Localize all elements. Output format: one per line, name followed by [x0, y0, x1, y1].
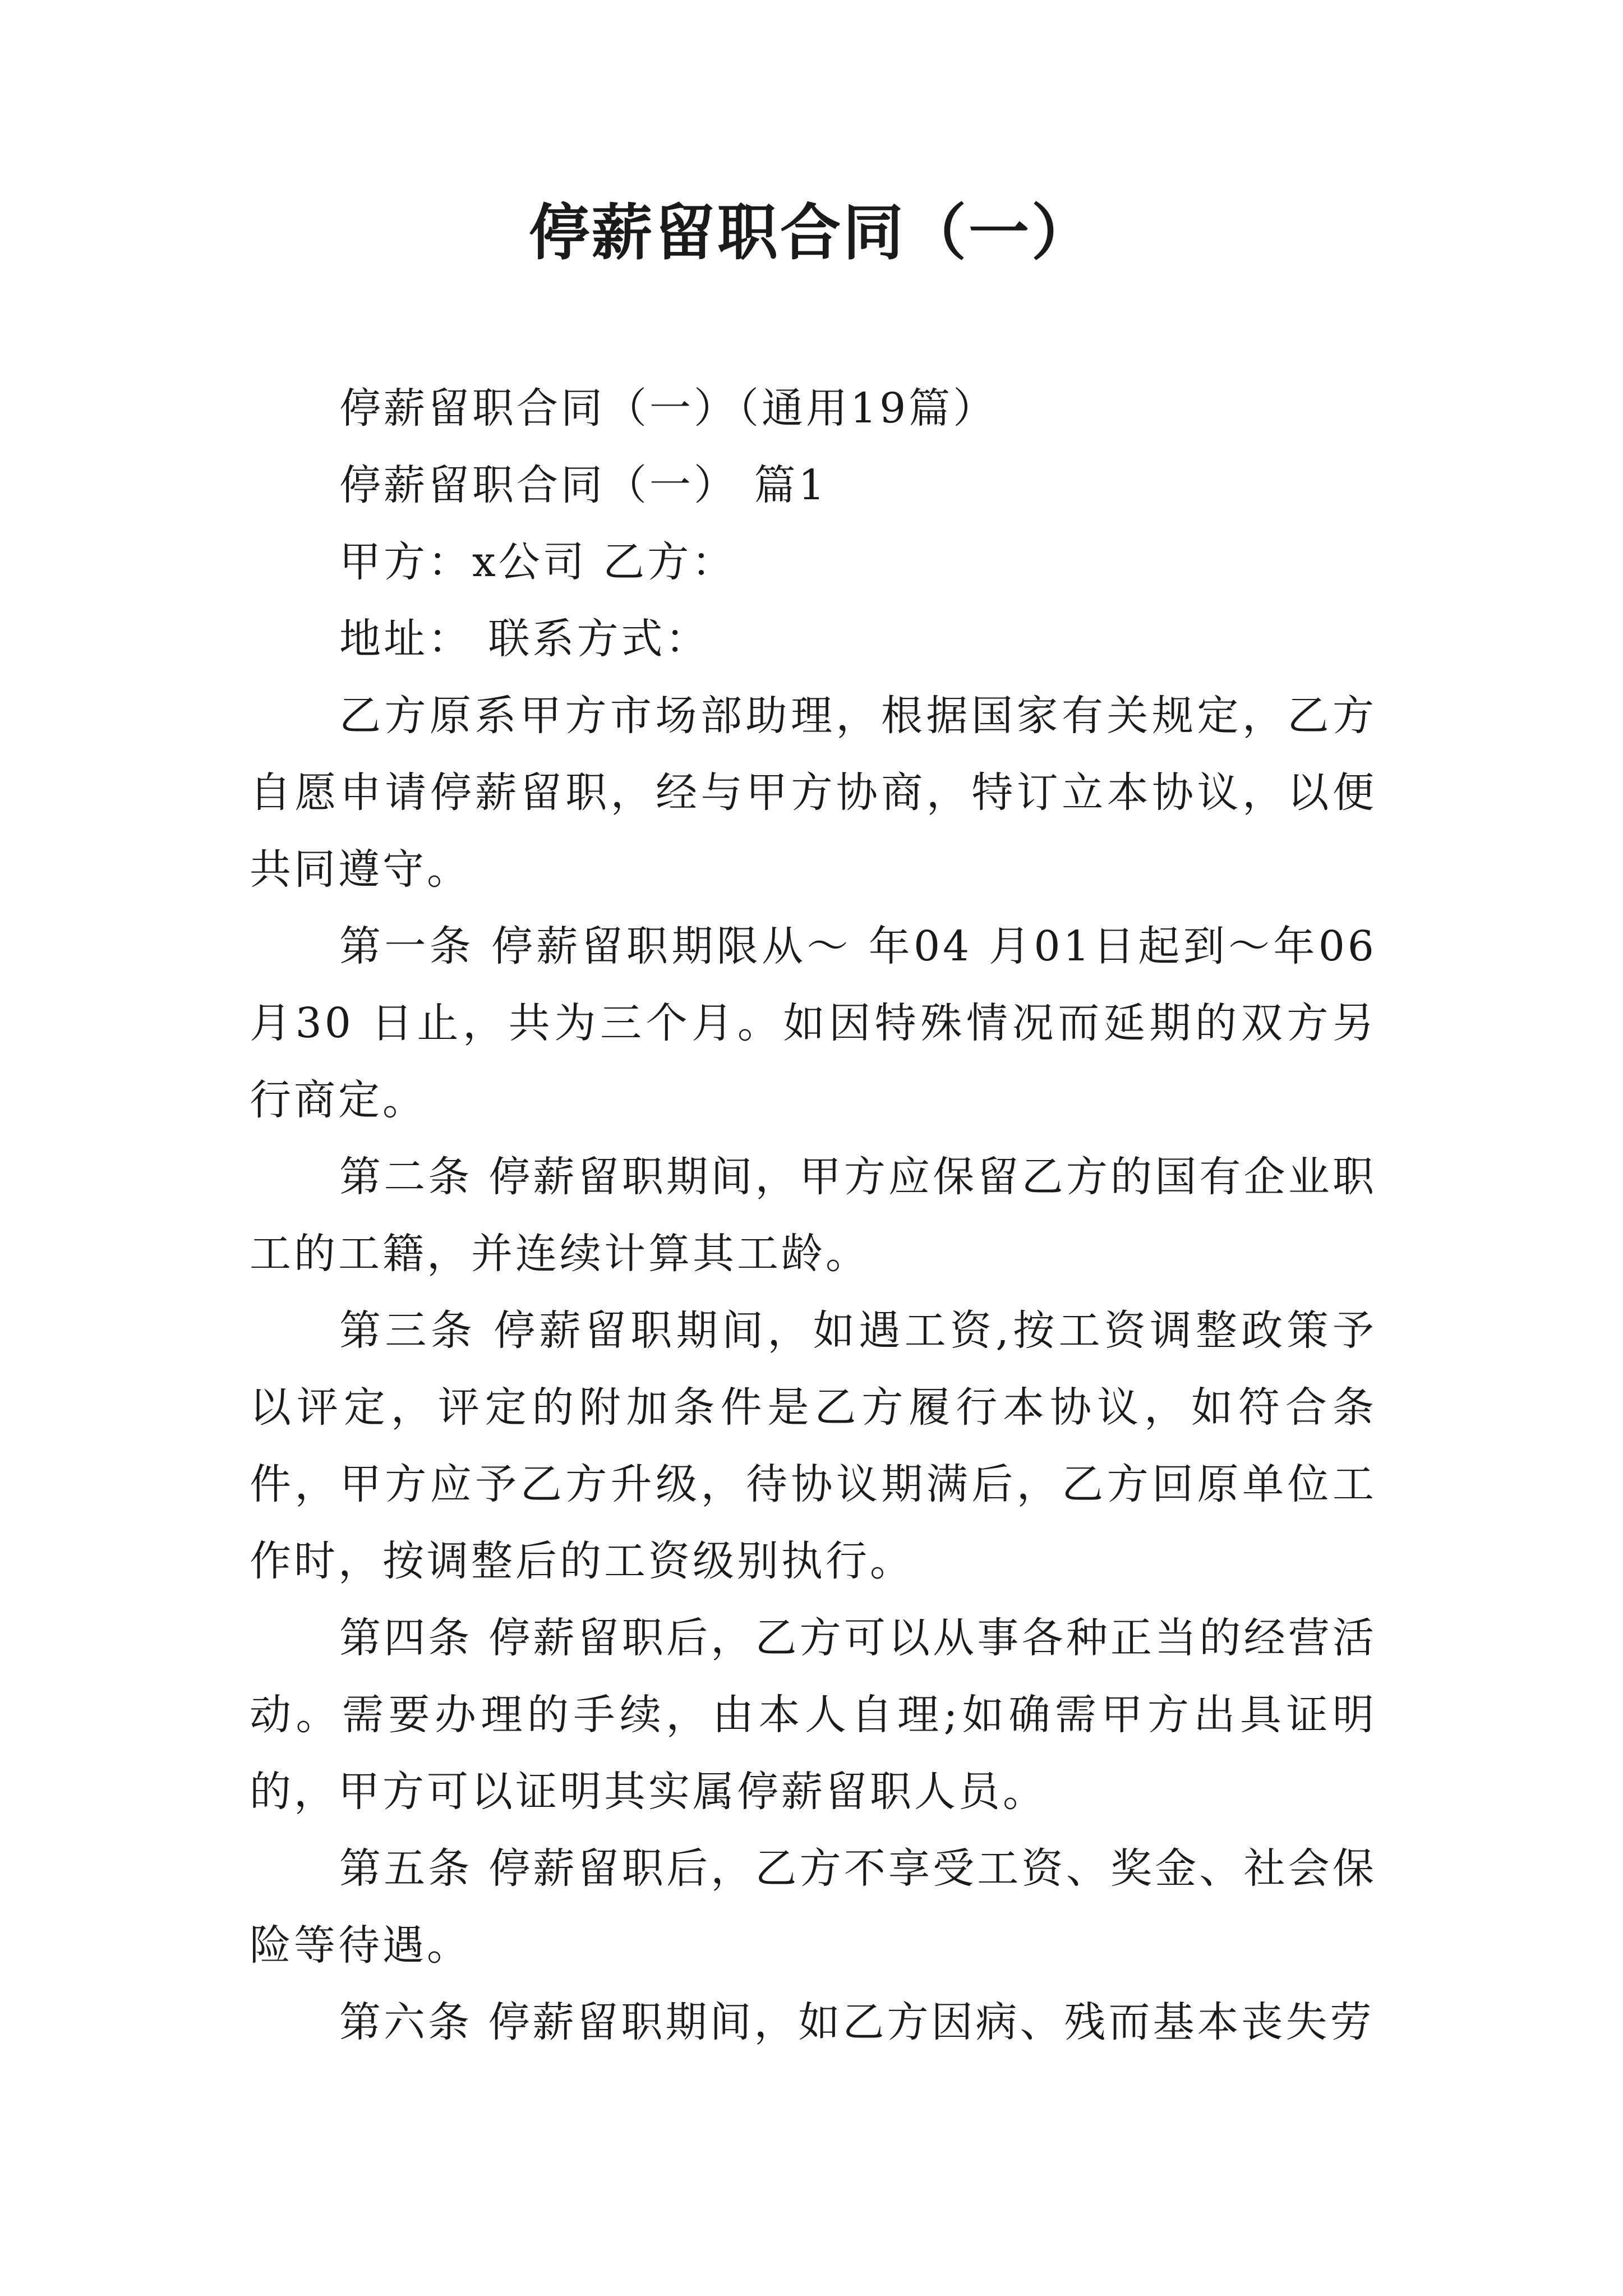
- paragraph-address: 地址： 联系方式：: [339, 615, 710, 663]
- document-title: 停薪留职合同（一）: [528, 197, 1094, 268]
- paragraph-preamble: 乙方原系甲方市场部助理，根据国家有关规定，乙方自愿申请停薪留职，经与甲方协商，特订立本协议，以便共同遵守。: [250, 692, 1377, 894]
- paragraph-article-5: 第五条 停薪留职后，乙方不享受工资、奖金、社会保险等待遇。: [250, 1844, 1377, 1970]
- paragraph-section-heading: 停薪留职合同（一） 篇1: [339, 461, 828, 509]
- paragraph-article-1: 第一条 停薪留职期限从～ 年04 月01日起到～年06月30 日止，共为三个月。如因特殊情况而延期的双方另行商定。: [250, 922, 1377, 1124]
- paragraph-article-6: 第六条 停薪留职期间，如乙方因病、残而基本丧失劳: [339, 1998, 1375, 2046]
- paragraph-article-3: 第三条 停薪留职期间，如遇工资,按工资调整政策予以评定，评定的附加条件是乙方履行本协议，如符合条件，甲方应予乙方升级，待协议期满后，乙方回原单位工作时，按调整后的工资级别执行。: [250, 1306, 1377, 1585]
- paragraph-subtitle: 停薪留职合同（一）（通用19篇）: [339, 384, 998, 432]
- paragraph-parties: 甲方：x公司 乙方：: [339, 538, 736, 586]
- document-body: [250, 370, 1377, 2061]
- paragraph-article-2: 第二条 停薪留职期间，甲方应保留乙方的国有企业职工的工籍，并连续计算其工龄。: [250, 1153, 1377, 1278]
- paragraph-article-4: 第四条 停薪留职后，乙方可以从事各种正当的经营活动。需要办理的手续，由本人自理;如确需甲方出具证明的，甲方可以证明其实属停薪留职人员。: [250, 1614, 1377, 1816]
